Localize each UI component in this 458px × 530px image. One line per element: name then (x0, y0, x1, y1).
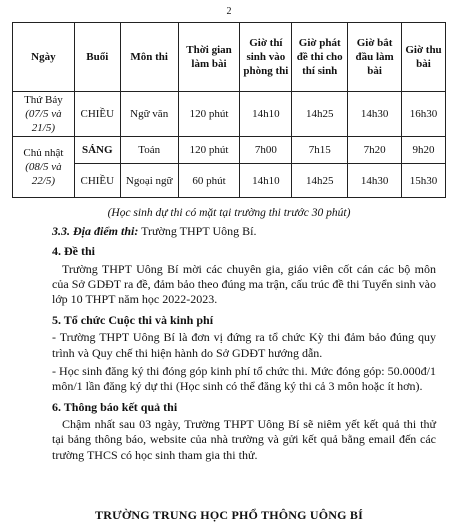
day-cell (13, 137, 75, 198)
day-dates: (08/5 và 22/5) (25, 161, 62, 188)
session-cell: SÁNG (74, 137, 120, 164)
header-cell: Giờ thu bài (402, 23, 446, 92)
start-time-cell: 14h30 (348, 92, 402, 137)
start-time-cell: 7h20 (348, 137, 402, 164)
subject-cell: Ngoại ngữ (120, 164, 178, 198)
day-dates: (07/5 và 21/5) (25, 108, 62, 135)
section-5-text-1: - Trường THPT Uông Bí là đơn vị đứng ra tổ chức Kỳ thi đảm bảo đúng quy trình và Quy chế thi hiện hành do Sở GDĐT hướng dẫn. (52, 330, 436, 360)
location-label: 3.3. Địa điểm thi: (52, 224, 139, 238)
session-cell: CHIỀU (74, 92, 120, 137)
header-cell: Giờ bắt đầu làm bài (348, 23, 402, 92)
school-signature: TRƯỜNG TRUNG HỌC PHỔ THÔNG UÔNG BÍ (95, 508, 363, 522)
handout-time-cell: 14h25 (292, 164, 348, 198)
header-cell: Giờ phát đề thi cho thí sinh (292, 23, 348, 92)
header-cell: Thời gian làm bài (178, 23, 240, 92)
enter-time-cell: 7h00 (240, 137, 292, 164)
handout-time-cell: 7h15 (292, 137, 348, 164)
section-6-heading: 6. Thông báo kết quả thi (52, 399, 178, 414)
exam-schedule-table (12, 22, 446, 198)
subject-cell: Toán (120, 137, 178, 164)
enter-time-cell: 14h10 (240, 92, 292, 137)
section-5-text-2: - Học sinh đăng ký thi đóng góp kinh phí tổ chức thi. Mức đóng góp: 50.000đ/1 môn/1 lần đăng ký dự thi (Học sinh có thể đăng ký thi cả 3 môn hoặc ít hơn). (52, 363, 436, 394)
table-header-row (13, 23, 446, 92)
collect-time-cell: 15h30 (402, 164, 446, 198)
day-cell (13, 92, 75, 137)
header-cell: Buổi (74, 23, 120, 92)
location-text: Trường THPT Uông Bí. (138, 224, 257, 238)
table-row (13, 164, 446, 198)
header-cell: Ngày (13, 23, 75, 92)
start-time-cell: 14h30 (348, 164, 402, 198)
duration-cell: 120 phút (178, 137, 240, 164)
table-row (13, 92, 446, 137)
section-4-heading: 4. Đề thi (52, 244, 95, 259)
header-cell: Môn thi (120, 23, 178, 92)
day-name: Chủ nhật (23, 147, 64, 160)
attendance-note: (Học sinh dự thi có mặt tại trường thi trước 30 phút) (107, 207, 351, 219)
subject-cell: Ngữ văn (120, 92, 178, 137)
session-cell: CHIỀU (74, 164, 120, 198)
section-6-text: Chậm nhất sau 03 ngày, Trường THPT Uông Bí sẽ niêm yết kết quả thi thử tại bảng thông báo, website của nhà trường và gửi kết quả bằng email đến các trường THCS có học sinh tham gia thi thử. (52, 416, 436, 462)
page-number: 2 (226, 6, 232, 17)
handout-time-cell: 14h25 (292, 92, 348, 137)
location-line (52, 224, 436, 239)
collect-time-cell: 9h20 (402, 137, 446, 164)
day-name: Thứ Bảy (24, 94, 63, 106)
collect-time-cell: 16h30 (402, 92, 446, 137)
table-row (13, 137, 446, 164)
section-5-heading: 5. Tổ chức Cuộc thi và kinh phí (52, 312, 214, 327)
section-4-text: Trường THPT Uông Bí mời các chuyên gia, giáo viên cốt cán các bộ môn của Sở GDĐT ra đề, đảm bảo theo đúng ma trận, cấu trúc đề thi Tuyển sinh vào lớp 10 THPT năm học 2022-2023. (52, 261, 436, 307)
document-body (52, 224, 436, 463)
header-cell: Giờ thí sinh vào phòng thi (240, 23, 292, 92)
duration-cell: 60 phút (178, 164, 240, 198)
duration-cell: 120 phút (178, 92, 240, 137)
enter-time-cell: 14h10 (240, 164, 292, 198)
